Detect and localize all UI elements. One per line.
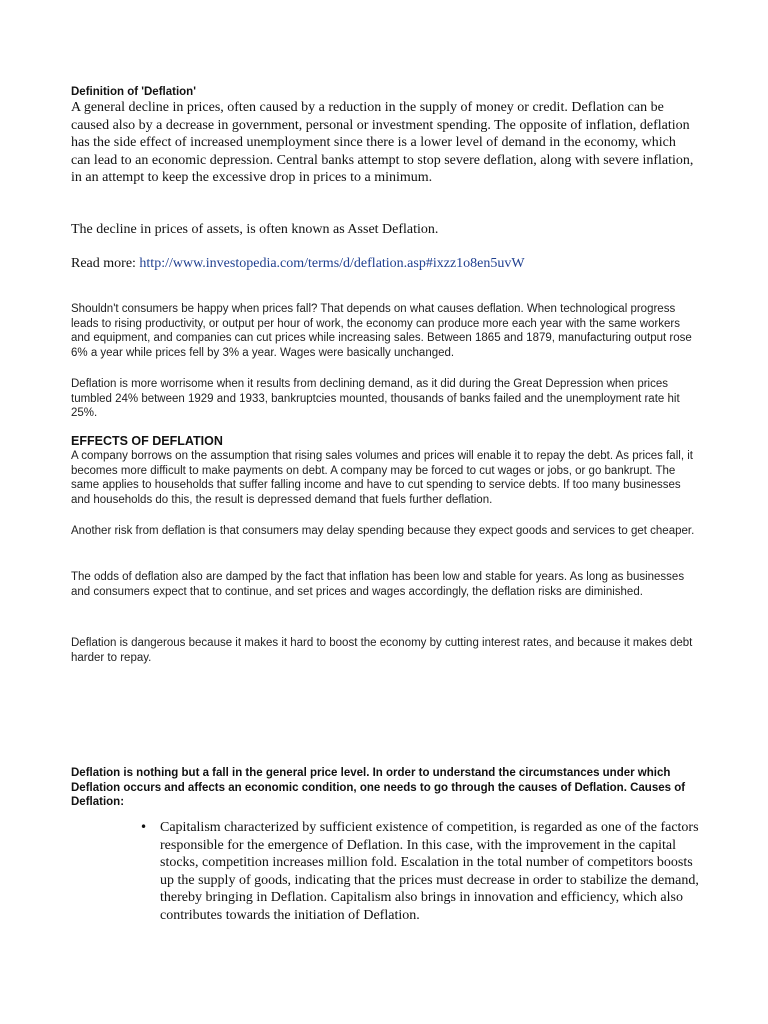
bullet-icon: •	[140, 820, 148, 834]
causes-intro-paragraph: Deflation is nothing but a fall in the general price level. In order to understand the circumstances under which Deflation occurs and affects an economic condition, one needs to go through the causes of Deflation. Causes of Deflation:	[71, 767, 686, 808]
effects-heading: EFFECTS OF DEFLATION	[71, 434, 223, 448]
read-more-label: Read more:	[71, 256, 140, 271]
capitalism-cause-text: Capitalism characterized by sufficient existence of competition, is regarded as one of the factors responsible for the emergence of Deflation. In this case, with the improvement in the capital stocks, competition increases million fold. Escalation in the total number of competitors boosts up the supply of goods, indicating that the prices must decrease in order to stabilize the demand, thereby bringing in Deflation. Capitalism also brings in innovation and efficiency, which also contributes towards the initiation of Deflation.	[160, 820, 699, 923]
delay-spending-paragraph: Another risk from deflation is that consumers may delay spending because they expect goods and services to get cheaper.	[71, 525, 695, 537]
consumers-paragraph: Shouldn't consumers be happy when prices fall? That depends on what causes deflation. When technological progress leads to rising productivity, or output per hour of work, the economy can produce more each year with the same workers and equipment, and companies can cut prices while increasing sales. Between 1865 and 1879, manufacturing output rose 6% a year while prices fell by 3% a year. Wages were basically unchanged.	[71, 303, 692, 359]
read-more-line	[71, 255, 697, 273]
definition-body: A general decline in prices, often caused by a reduction in the supply of money or credit. Deflation can be caused also by a decrease in government, personal or investment spending. The opposite of inflation, deflation has the side effect of increased unemployment since there is a lower level of demand in the economy, which can lead to an economic depression. Central banks attempt to stop severe deflation, along with severe inflation, in an attempt to keep the excessive drop in prices to a minimum.	[71, 100, 694, 186]
dangerous-paragraph: Deflation is dangerous because it makes it hard to boost the economy by cutting interest rates, and because it makes debt harder to repay.	[71, 637, 693, 664]
read-more-link[interactable]: http://www.investopedia.com/terms/d/deflation.asp#ixzz1o8en5uvW	[139, 256, 525, 271]
odds-paragraph: The odds of deflation also are damped by the fact that inflation has been low and stable for years. As long as businesses and consumers expect that to continue, and set prices and wages accordingly, the deflation risks are diminished.	[71, 571, 685, 598]
company-debt-paragraph: A company borrows on the assumption that rising sales volumes and prices will enable it to repay the debt. As prices fall, it becomes more difficult to make payments on debt. A company may be forced to cut wages or jobs, or go bankrupt. The same applies to households that suffer falling income and have to cut spending to service debts. If too many businesses and households do this, the result is depressed demand that fuels further deflation.	[71, 450, 693, 506]
definition-title: Definition of 'Deflation'	[71, 86, 196, 98]
worrisome-paragraph: Deflation is more worrisome when it results from declining demand, as it did during the Great Depression when prices tumbled 24% between 1929 and 1933, bankruptcies mounted, thousands of banks failed and the unemployment rate hit 25%.	[71, 378, 680, 419]
asset-deflation-sentence: The decline in prices of assets, is often known as Asset Deflation.	[71, 222, 439, 237]
